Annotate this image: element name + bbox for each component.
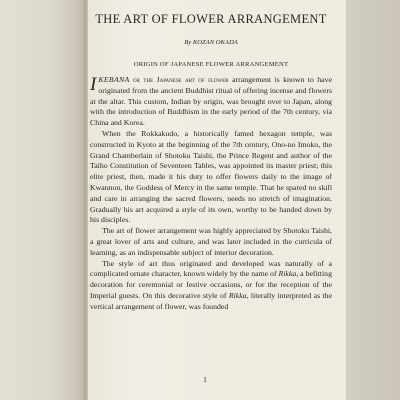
paragraph-1-text: arrangement is known to have originated from the ancient Buddhist ritual of offering incense and flowers at the altar. This custom, Indian by origin, was brought over to Japan, along with the introduction of Buddhism in the early period of the 7th century, via China and Korea. — [90, 75, 333, 128]
page-title: THE ART OF FLOWER ARRANGEMENT — [95, 12, 327, 26]
term-rikka: Rikka — [228, 290, 247, 300]
left-page — [0, 0, 86, 400]
paragraph-4 — [90, 259, 332, 313]
page-edges — [346, 0, 400, 400]
paragraph-4-text-a: The style of art thus originated and developed was naturally of a complicated ornate character, known widely by the name of — [90, 258, 332, 279]
paragraph-4-text-b: , a befitting decoration for ceremonial or festive occasions, or for the reception of the Imperial guests. On this decorative style of — [90, 269, 332, 300]
page-content — [90, 10, 332, 313]
paragraph-4-text-c: , literally interpreted as the vertical arrangement of flower, was founded — [90, 290, 332, 311]
drop-cap: I — [90, 74, 97, 95]
author-byline: By KOZAN OKADA — [184, 39, 238, 46]
paragraph-3: The art of flower arrangement was highly appreciated by Shotoku Taishi, a great lover of arts and culture, and was later included in the curricula of learning, as an indispensable subject of interior decoration. — [90, 226, 332, 257]
section-heading: ORIGIN OF JAPANESE FLOWER ARRANGEMENT — [133, 61, 289, 68]
paragraph-1 — [90, 75, 332, 129]
body-text — [90, 75, 332, 313]
lead-small-caps: or the Japanese art of flower — [133, 75, 229, 84]
lead-word: KEBANA — [98, 75, 130, 84]
term-rikka: Rikka — [278, 269, 297, 279]
page-number: 1 — [203, 375, 207, 384]
paragraph-2: When the Rokkakudo, a historically famed hexagon temple, was constructed in Kyoto at the beginning of the 7th century, Ono-no Imoko, the Grand Chamberlain of Shotoku Taishi, the Prince Regent and author of the Taiho Constitution of Seventeen Tables, was appointed its master priest; this elite priest, then, made it his duty to offer flowers daily to the image of Kwannon, the Goddess of Mercy in the same temple. That he spared no skill and care in arranging the sacred flowers, needs no stretch of imagination. Gradually his art acquired a style of its own, worthy to be handed down by his disciples. — [90, 128, 332, 225]
